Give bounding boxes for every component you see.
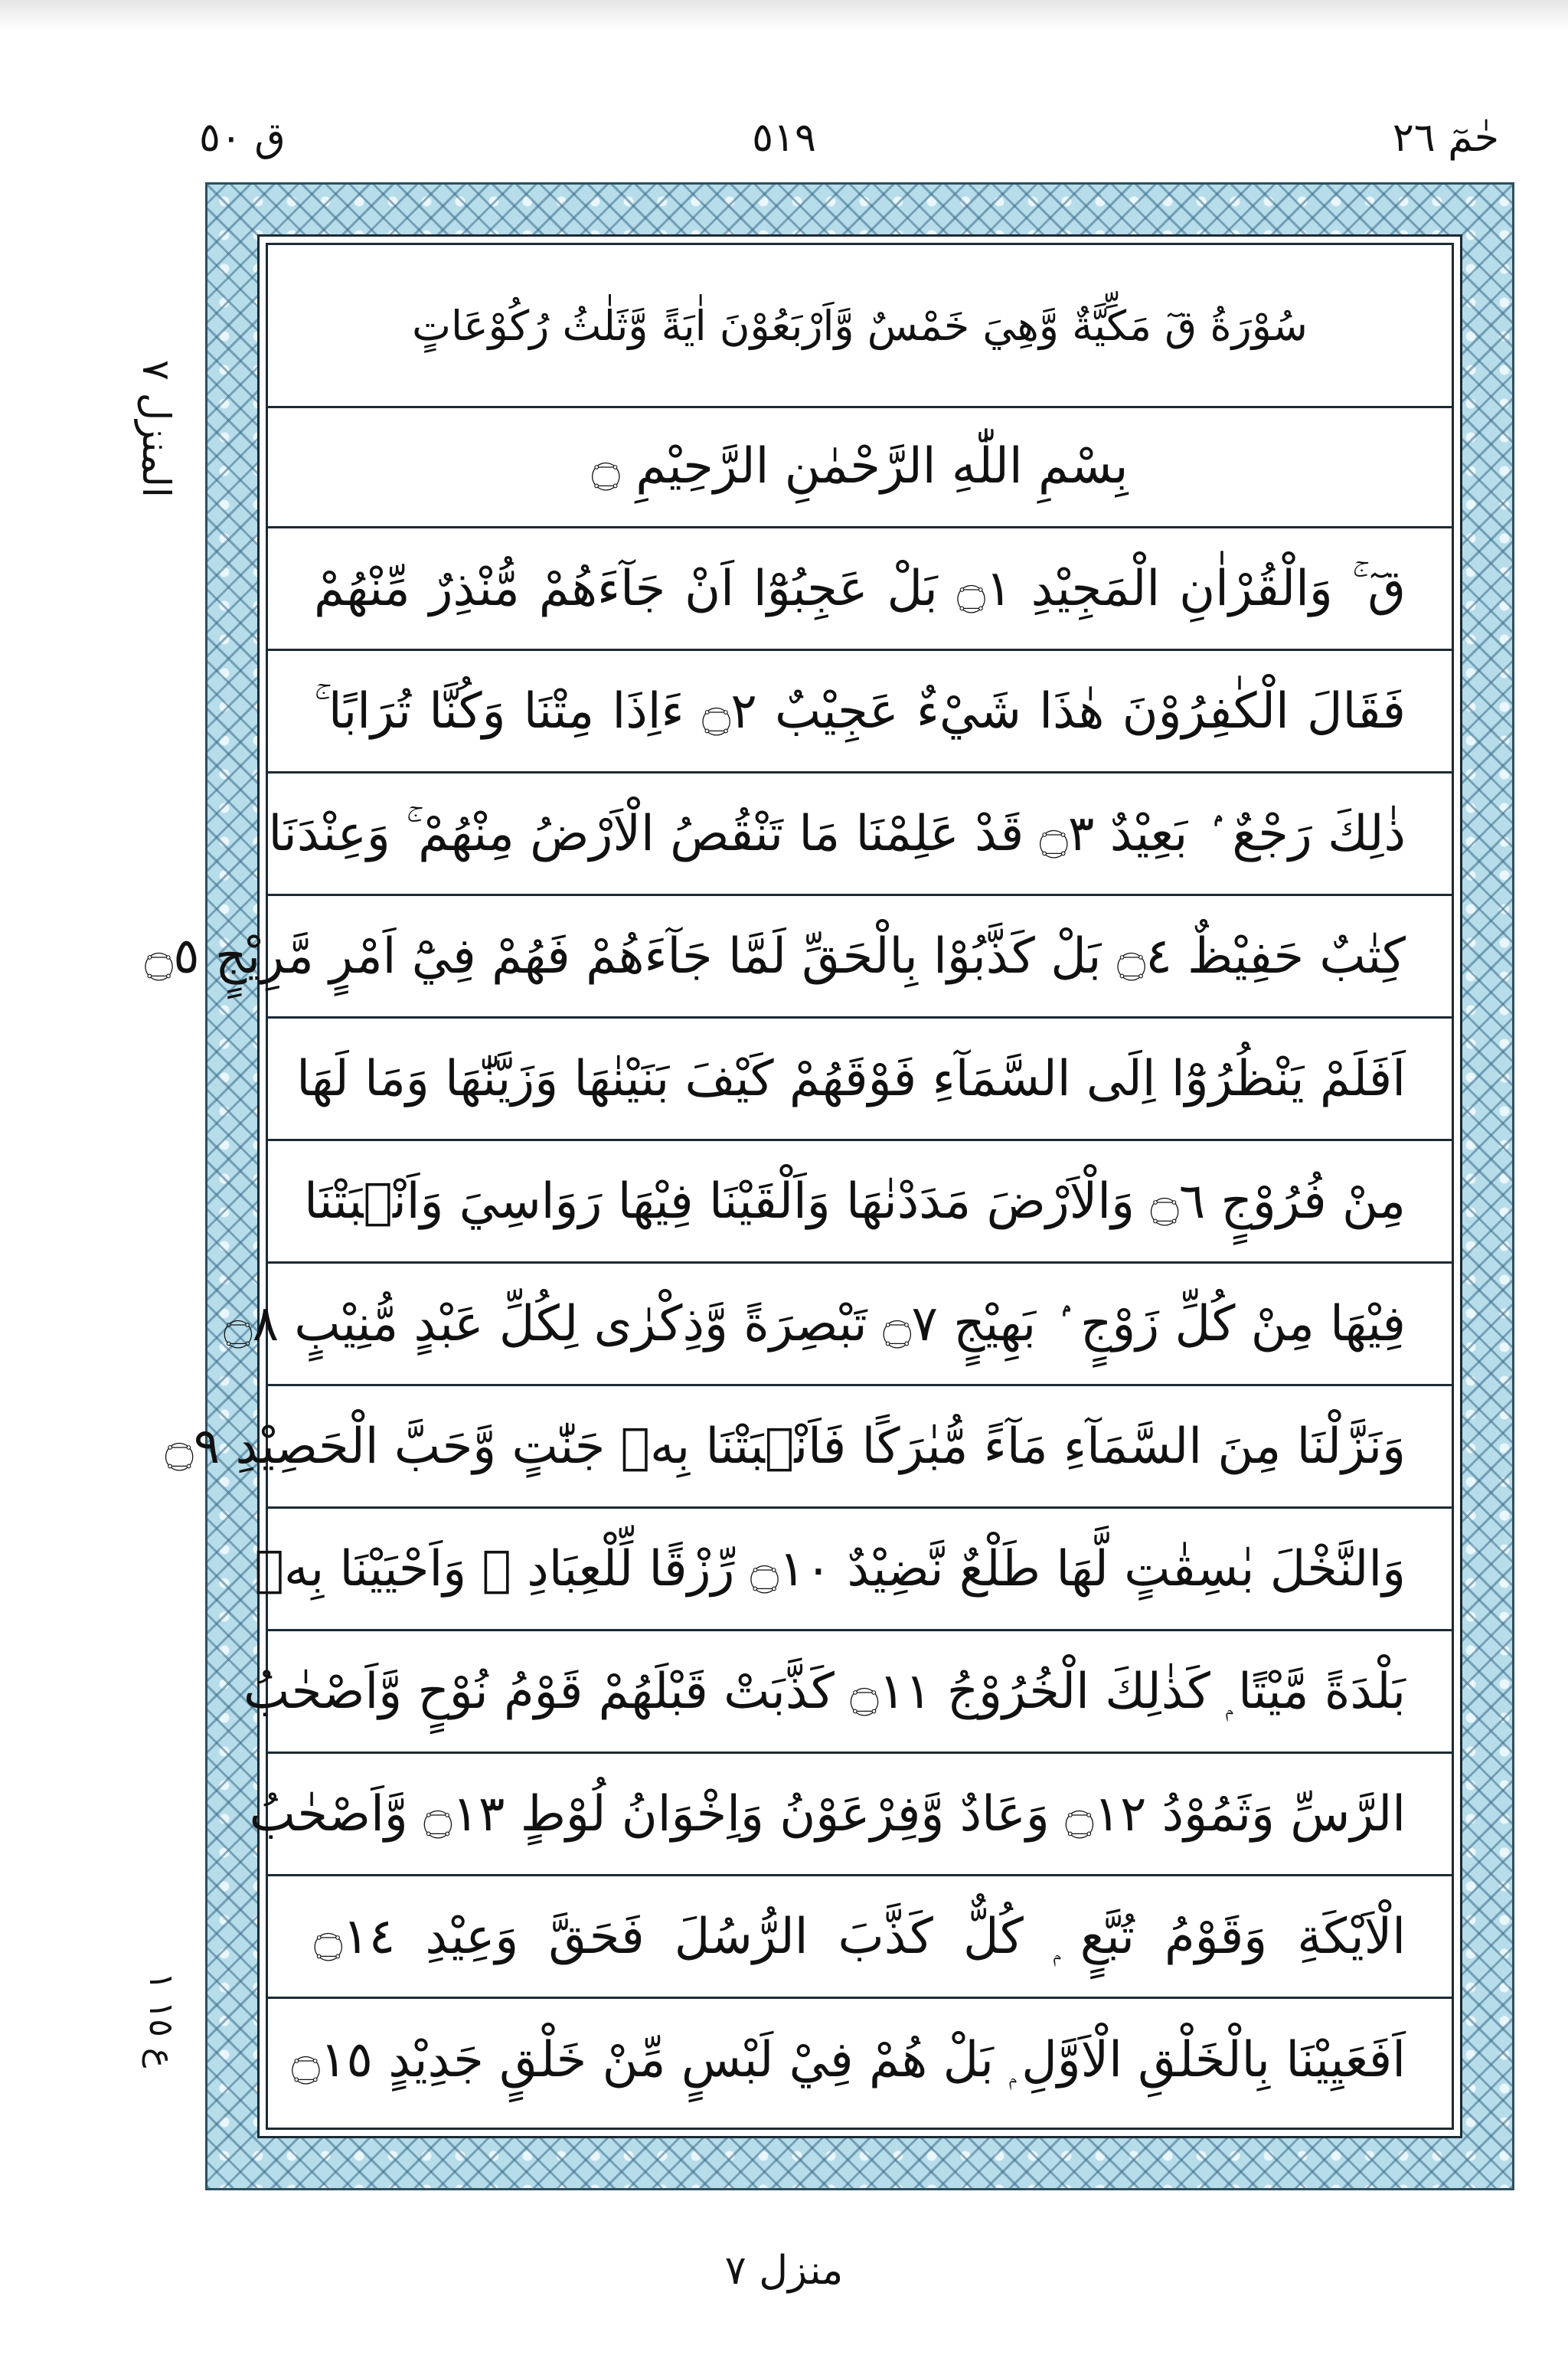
verse-text: بَلْدَةً مَّيْتًا ۭ كَذٰلِكَ الْخُرُوْجُ ۝١١ كَذَّبَتْ قَبْلَهُمْ قَوْمُ نُوْحٍ وَّاَصْحٰبُ (243, 1663, 1406, 1720)
side-ruku-marker: ع ١٥ ١ (142, 1972, 181, 2069)
verse-line (144, 896, 1452, 1019)
page-number: ٥١٩ (752, 115, 816, 161)
footer-manzil: منزل ٧ (724, 2248, 844, 2294)
verse-text: كِتٰبٌ حَفِيْظٌ ۝٤ بَلْ كَذَّبُوْا بِالْحَقِّ لَمَّا جَآءَهُمْ فَهُمْ فِيْٓ اَمْرٍ مَّرِيْجٍ ۝٥ (144, 927, 1406, 985)
verse-line (224, 1264, 1452, 1386)
verse-line (268, 528, 1452, 651)
verse-text: مِنْ فُرُوْجٍ ۝٦ وَالْاَرْضَ مَدَدْنٰهَا وَاَلْقَيْنَا فِيْهَا رَوَاسِيَ وَاَنْۢبَتْنَا (304, 1173, 1406, 1230)
header-juz-name: حٰمٓ ٢٦ (1392, 115, 1499, 161)
verse-line (268, 1999, 1452, 2121)
side-manzil-label: المنزل ٧ (134, 360, 178, 498)
verse-text: الْاَيْكَةِ وَقَوْمُ تُبَّعٍ ۭ كُلٌّ كَذَّبَ الرُّسُلَ فَحَقَّ وَعِيْدِ ۝١٤ (314, 1908, 1406, 1965)
verse-text: فَقَالَ الْكٰفِرُوْنَ هٰذَا شَيْءٌ عَجِيْبٌ ۝٢ ءَاِذَا مِتْنَا وَكُنَّا تُرَابًا ۚ (314, 682, 1406, 740)
verse-line (254, 1509, 1452, 1631)
verse-line (249, 1754, 1452, 1876)
verse-line (268, 1019, 1452, 1141)
verse-text: الرَّسِّ وَثَمُوْدُ ۝١٢ وَعَادٌ وَّفِرْعَوْنُ وَاِخْوَانُ لُوْطٍ ۝١٣ وَّاَصْحٰبُ (249, 1785, 1406, 1843)
verse-line (268, 774, 1452, 896)
verse-text: وَالنَّخْلَ بٰسِقٰتٍ لَّهَا طَلْعٌ نَّضِيْدٌ ۝١٠ رِّزْقًا لِّلْعِبَادِ ۙ وَاَحْيَيْنَا بِهٖ (254, 1540, 1406, 1598)
top-shadow (0, 0, 1568, 31)
verse-text: فِيْهَا مِنْ كُلِّ زَوْجٍ ۢ بَهِيْجٍ ۝٧ تَبْصِرَةً وَّذِكْرٰى لِكُلِّ عَبْدٍ مُّنِيْبٍ ۝٨ (224, 1295, 1406, 1352)
verse-line (268, 651, 1452, 774)
surah-title: سُوْرَةُ قٓ مَكِّيَّةٌ وَّهِيَ خَمْسٌ وَّاَرْبَعُوْنَ اٰيَةً وَّثَلٰثُ رُكُوْعَاتٍ (412, 301, 1308, 350)
verse-text: اَفَعَيِيْنَا بِالْخَلْقِ الْاَوَّلِ ۭ بَلْ هُمْ فِيْ لَبْسٍ مِّنْ خَلْقٍ جَدِيْدٍ ۝١٥ (291, 2032, 1406, 2088)
header-surah-number: ق ٥٠ (199, 115, 286, 161)
bismillah-line (268, 406, 1452, 528)
verse-text: ذٰلِكَ رَجْعٌ ۢ بَعِيْدٌ ۝٣ قَدْ عَلِمْنَا مَا تَنْقُصُ الْاَرْضُ مِنْهُمْ ۚ وَعِنْدَنَا (268, 805, 1406, 862)
verse-line (268, 1141, 1452, 1264)
verse-text: وَنَزَّلْنَا مِنَ السَّمَآءِ مَآءً مُّبٰرَكًا فَاَنْۢبَتْنَا بِهٖ جَنّٰتٍ وَّحَبَّ الْحَصِيْدِ ۝٩ (165, 1418, 1406, 1475)
verse-text: بِسْمِ اللّٰهِ الرَّحْمٰنِ الرَّحِيْمِ ۝ (591, 437, 1129, 495)
verse-line (243, 1631, 1452, 1754)
verse-line (268, 1876, 1452, 1999)
verse-text: قٓ ۚ وَالْقُرْاٰنِ الْمَجِيْدِ ۝١ بَلْ عَجِبُوْٓا اَنْ جَآءَهُمْ مُّنْذِرٌ مِّنْهُمْ (314, 560, 1406, 617)
surah-header (268, 245, 1452, 408)
verse-line (165, 1386, 1452, 1509)
verse-text: اَفَلَمْ يَنْظُرُوْٓا اِلَى السَّمَآءِ فَوْقَهُمْ كَيْفَ بَنَيْنٰهَا وَزَيَّنّٰهَا وَمَا لَهَا (296, 1050, 1406, 1107)
